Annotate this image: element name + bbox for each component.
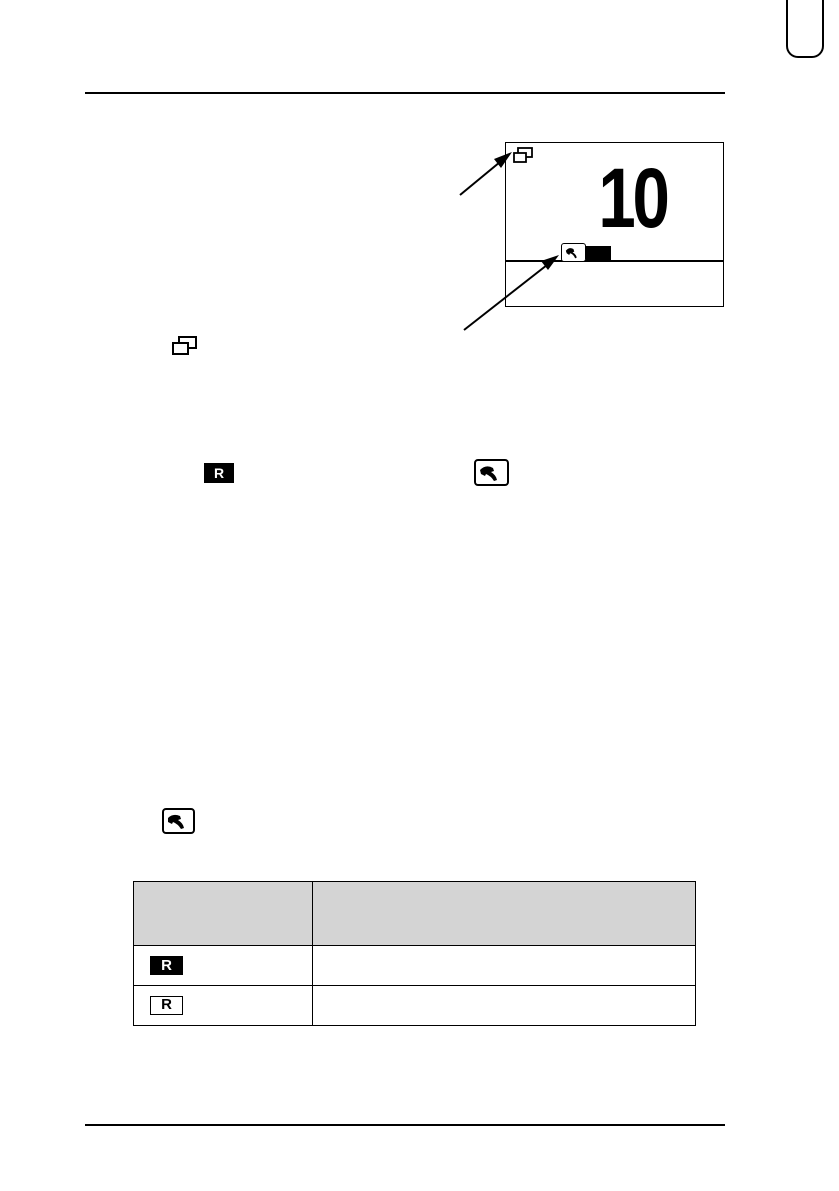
r-solid-icon xyxy=(204,463,234,483)
table-cell-description xyxy=(313,946,696,986)
r-solid-icon xyxy=(150,956,183,975)
table-row xyxy=(134,946,696,986)
r-letter: R xyxy=(213,465,225,481)
r-letter: R xyxy=(161,996,172,1013)
r-outline-icon xyxy=(150,996,183,1015)
header-rule xyxy=(85,92,725,94)
r-letter: R xyxy=(161,957,172,974)
table-row xyxy=(134,986,696,1026)
registered-handsets-icon xyxy=(170,334,200,356)
page-tab xyxy=(786,0,824,58)
handset-icon xyxy=(474,459,509,486)
status-block xyxy=(586,246,611,260)
table-cell-icon xyxy=(134,986,313,1026)
registered-handsets-icon xyxy=(512,146,536,164)
table-header-row xyxy=(134,882,696,946)
display-number: 10 xyxy=(598,151,667,245)
table-cell-icon xyxy=(134,946,313,986)
table-header-cell xyxy=(134,882,313,946)
handset-icon xyxy=(561,243,586,262)
icon-legend-table xyxy=(133,881,696,1026)
footer-rule xyxy=(85,1124,725,1126)
table-header-cell xyxy=(313,882,696,946)
handset-icon xyxy=(162,808,195,834)
display-divider xyxy=(506,260,723,262)
table-cell-description xyxy=(313,986,696,1026)
